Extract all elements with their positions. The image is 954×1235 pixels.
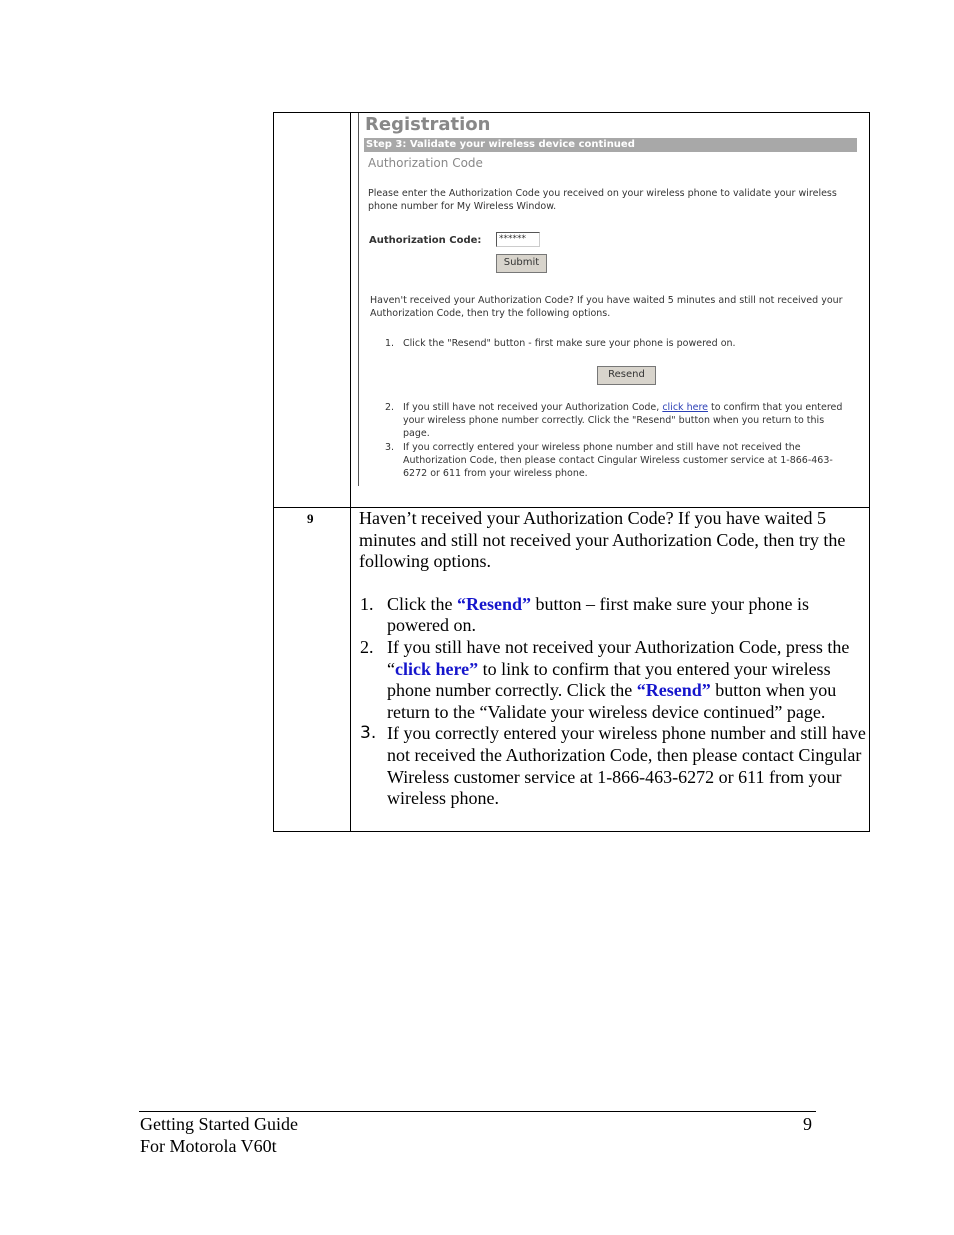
table-bottom-border — [273, 831, 870, 832]
option-number: 2. — [385, 402, 395, 413]
option-number: 3. — [360, 723, 377, 744]
footer-rule — [139, 1111, 816, 1112]
table-column-divider — [350, 112, 351, 832]
resend-highlight: “Resend” — [636, 680, 711, 701]
click-here-highlight: click here” — [395, 658, 479, 679]
submit-button[interactable]: Submit — [496, 254, 547, 273]
option-text: Click the — [387, 593, 457, 614]
option-number: 3. — [385, 442, 395, 453]
footer-line-2: For Motorola V60t — [140, 1136, 277, 1156]
resend-button[interactable]: Resend — [597, 366, 656, 385]
option-item-3 — [359, 723, 871, 809]
click-here-link[interactable]: click here — [662, 402, 708, 413]
option-item-2 — [359, 637, 871, 723]
resend-highlight: “Resend” — [457, 593, 532, 614]
step-number: 9 — [307, 511, 314, 526]
option-item-1 — [359, 594, 871, 637]
page-number: 9 — [803, 1114, 812, 1134]
option-text: If you still have not received your Authorization Code, press the “ — [387, 636, 850, 679]
step-bar: Step 3: Validate your wireless device continued — [364, 138, 857, 152]
option-text-post: to confirm that you entered your wireless phone number correctly. Click the "Resend" button when you return to this page. — [403, 402, 843, 439]
step-description — [359, 507, 871, 810]
authorization-code-label: Authorization Code: — [369, 235, 482, 246]
footer-title — [140, 1113, 298, 1157]
option-text: button – first make sure your phone is powered on. — [387, 593, 809, 636]
option-text: If you correctly entered your wireless phone number and still have not received the Authorization Code, then please contact Cingular Wireless customer service at 1-866-463-6272 or 611 from your wireless phone. — [403, 442, 833, 479]
registration-title: Registration — [365, 114, 491, 135]
authorization-code-input[interactable]: ****** — [496, 232, 540, 247]
option-number: 1. — [360, 593, 374, 614]
option-text: If you correctly entered your wireless phone number and still have not received the Authorization Code, then please contact Cingular Wireless customer service at 1-866-463-6272 or 611 from your wireless phone. — [387, 723, 866, 809]
option-number: 1. — [385, 338, 395, 349]
option-text: to link to confirm that you entered your wireless phone number correctly. Click the — [387, 658, 831, 701]
option-text: button when you return to the “Validate your wireless device continued” page. — [387, 680, 837, 722]
option-text-pre: If you still have not received your Authorization Code, — [403, 402, 663, 413]
registration-screenshot — [359, 113, 861, 486]
options-list — [359, 594, 871, 810]
footer-line-1: Getting Started Guide — [140, 1114, 298, 1134]
option-text — [403, 401, 853, 440]
authorization-code-heading: Authorization Code — [368, 156, 483, 170]
step-intro: Haven’t received your Authorization Code? If you have waited 5 minutes and still not received your Authorization Code, then try the following options. — [359, 508, 846, 572]
instructions-text: Please enter the Authorization Code you received on your wireless phone to validate your wireless phone number for My Wireless Window. — [368, 188, 837, 212]
option-number: 2. — [360, 636, 374, 657]
option-text: Click the "Resend" button - first make sure your phone is powered on. — [403, 338, 736, 349]
not-received-text: Haven't received your Authorization Code? If you have waited 5 minutes and still not received your Authorization Code, then try the following options. — [370, 295, 843, 319]
table-left-border — [273, 112, 274, 832]
